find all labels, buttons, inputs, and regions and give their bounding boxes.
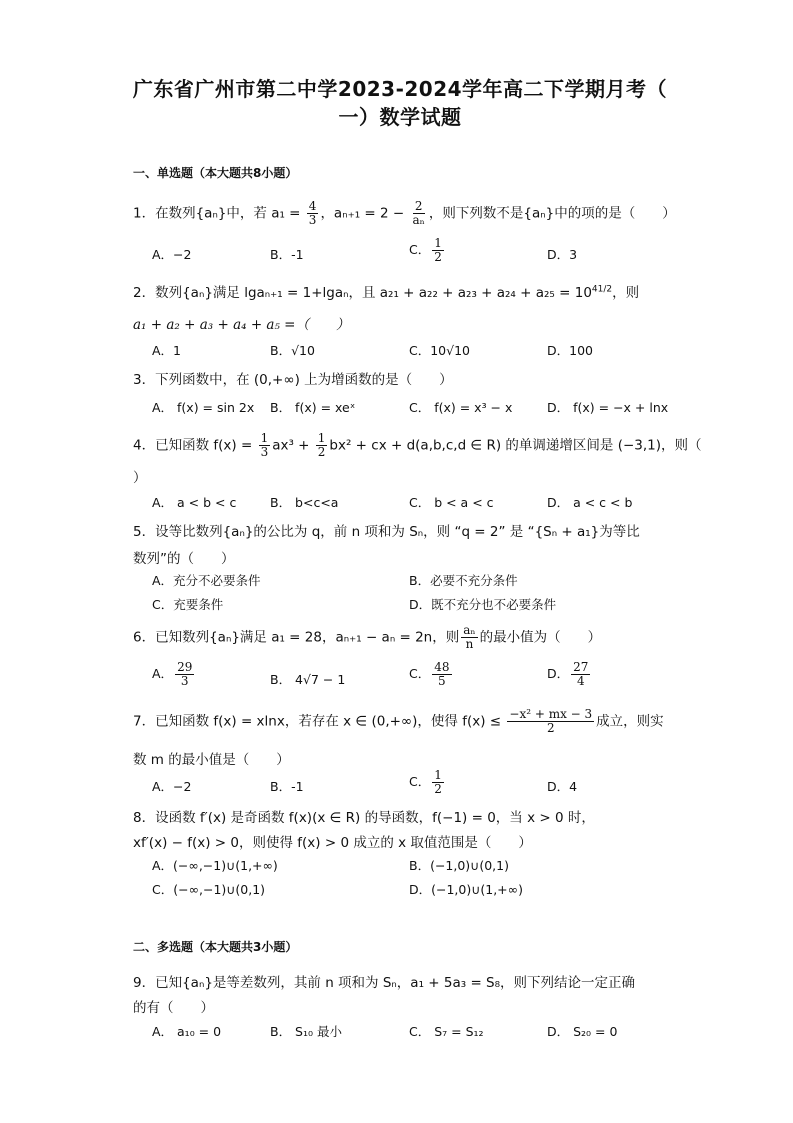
question-5-stem: 5．设等比数列{aₙ}的公比为 q，前 n 项和为 Sₙ，则 “q = 2” 是 “{Sₙ + a₁}为等比 (133, 524, 640, 540)
q2-option-b[interactable]: B．√10 (270, 343, 315, 358)
question-6-stem (133, 624, 601, 651)
question-4-stem-line-2: ） (133, 470, 147, 486)
question-9-stem-line-2: 的有（ ） (133, 1000, 214, 1016)
frac-den: aₙ (412, 213, 425, 227)
question-2-stem-line-2: a₁ + a₂ + a₃ + a₄ + a₅ =（ ） (133, 317, 350, 333)
q3-option-c[interactable]: C． f(x) = x³ − x (409, 400, 513, 415)
q7-option-b[interactable]: B．-1 (270, 779, 304, 794)
frac-den: 3 (308, 213, 317, 227)
q7-option-c[interactable] (409, 769, 446, 796)
q3-option-d[interactable]: D． f(x) = −x + lnx (547, 400, 669, 415)
frac-num: aₙ (463, 623, 476, 637)
frac-num: 48 (434, 660, 450, 674)
q4-option-b[interactable]: B． b<c<a (270, 495, 339, 510)
question-8-stem-line-2: xf′(x) − f(x) > 0，则使得 f(x) > 0 成立的 x 取值范围是（ ） (133, 835, 532, 851)
q5-option-c[interactable]: C．充要条件 (152, 597, 224, 612)
exam-title-line-1: 广东省广州市第二中学2023-2024学年高二下学期月考（ (132, 77, 668, 101)
q7-stem-part-b: 成立，则实 (596, 713, 664, 730)
q2-option-d[interactable]: D．100 (547, 343, 593, 358)
q7-stem-part-a: 7．已知函数 f(x) = xlnx，若存在 x ∈ (0,+∞)，使得 f(x) ≤ (133, 713, 506, 730)
frac-num: 27 (573, 660, 589, 674)
option-label: C． (409, 774, 431, 789)
question-1-stem (133, 200, 676, 227)
q1-option-a[interactable]: A．−2 (152, 247, 192, 262)
q1-stem-part-c: ，则下列数不是{aₙ}中的项的是（ ） (428, 205, 676, 222)
frac-den: 3 (180, 674, 189, 688)
q4-fraction-1-3 (259, 432, 271, 459)
option-label: A． (152, 666, 174, 681)
q7-option-a[interactable]: A．−2 (152, 779, 192, 794)
frac-num: 1 (317, 431, 326, 445)
frac-den: 2 (317, 445, 326, 459)
question-7-stem-line-2: 数 m 的最小值是（ ） (133, 752, 290, 768)
frac-den: 2 (546, 721, 555, 735)
frac-den: 4 (576, 674, 585, 688)
frac-num: 4 (308, 199, 317, 213)
frac-den: n (465, 637, 474, 651)
section-single-choice: 一、单选题（本大题共8小题） (133, 166, 298, 180)
question-2-stem (133, 281, 639, 301)
q4-stem-part-c: bx² + cx + d(a,b,c,d ∈ R) 的单调递增区间是 (−3,1)，则（ (329, 437, 702, 454)
q4-option-d[interactable]: D． a < c < b (547, 495, 633, 510)
q1-option-c[interactable] (409, 237, 446, 264)
option-label: D． (547, 666, 570, 681)
q2-option-c[interactable]: C．10√10 (409, 343, 471, 358)
q5-option-d[interactable]: D．既不充分也不必要条件 (409, 597, 557, 612)
q7-fraction (507, 708, 594, 735)
q2-exponent: 41/2 (591, 284, 613, 295)
frac-num: −x² + mx − 3 (509, 707, 593, 721)
section-multi-choice: 二、多选题（本大题共3小题） (133, 940, 298, 954)
question-8-stem: 8．设函数 f′(x) 是奇函数 f(x)(x ∈ R) 的导函数，f(−1) = 0，当 x > 0 时， (133, 810, 595, 826)
frac-num: 1 (434, 768, 442, 782)
frac-den: 3 (260, 445, 269, 459)
q4-stem-part-a: 4．已知函数 f(x) = (133, 437, 257, 454)
frac-den: 5 (438, 674, 446, 688)
q1-stem-part-b: ，aₙ₊₁ = 2 − (320, 205, 409, 222)
frac-num: 2 (414, 199, 423, 213)
q8-option-c[interactable]: C．(−∞,−1)∪(0,1) (152, 882, 266, 897)
frac-num: 29 (177, 660, 193, 674)
frac-num: 1 (260, 431, 269, 445)
q6-option-d[interactable] (547, 661, 592, 688)
q3-option-b[interactable]: B． f(x) = xeˣ (270, 400, 356, 415)
q4-fraction-1-2 (316, 432, 328, 459)
q6-option-c[interactable] (409, 661, 454, 688)
q9-option-a[interactable]: A． a₁₀ = 0 (152, 1024, 222, 1039)
q3-option-a[interactable]: A． f(x) = sin 2x (152, 400, 255, 415)
q2-stem-part-b: ，则 (612, 285, 640, 301)
q1-option-b[interactable]: B．-1 (270, 247, 304, 262)
question-5-stem-line-2: 数列”的（ ） (133, 551, 235, 567)
q1-fraction-4-3 (307, 200, 319, 227)
q7-option-c-fraction (432, 769, 444, 796)
question-7-stem (133, 708, 664, 735)
q1-fraction-2-an (411, 200, 427, 227)
q6-option-b[interactable]: B． 4√7 − 1 (270, 672, 346, 687)
q5-option-b[interactable]: B．必要不充分条件 (409, 573, 518, 588)
q9-option-c[interactable]: C． S₇ = S₁₂ (409, 1024, 484, 1039)
q7-option-d[interactable]: D．4 (547, 779, 578, 794)
q2-stem-part-a: 2．数列{aₙ}满足 lgaₙ₊₁ = 1+lgaₙ，且 a₂₁ + a₂₂ + a₂₃ + a₂₄ + a₂₅ = 10 (133, 285, 592, 301)
q6-option-a-fraction (175, 661, 194, 688)
q1-stem-part-a: 1．在数列{aₙ}中，若 a₁ = (133, 205, 305, 222)
question-9-stem: 9．已知{aₙ}是等差数列，其前 n 项和为 Sₙ，a₁ + 5a₃ = S₈，则下列结论一定正确 (133, 975, 636, 991)
q6-option-c-fraction (432, 661, 451, 688)
q1-option-c-fraction (432, 237, 444, 264)
q9-option-b[interactable]: B． S₁₀ 最小 (270, 1024, 342, 1039)
q5-option-a[interactable]: A．充分不必要条件 (152, 573, 261, 588)
q4-stem-part-b: ax³ + (272, 437, 314, 454)
q8-option-b[interactable]: B．(−1,0)∪(0,1) (409, 858, 509, 873)
q9-option-d[interactable]: D． S₂₀ = 0 (547, 1024, 618, 1039)
question-4-stem (133, 432, 702, 459)
q4-option-a[interactable]: A． a < b < c (152, 495, 237, 510)
option-label: C． (409, 242, 431, 257)
q6-fraction-an-n (461, 624, 477, 651)
q2-option-a[interactable]: A．1 (152, 343, 182, 358)
q1-option-d[interactable]: D．3 (547, 247, 578, 262)
exam-title-line-2: 一）数学试题 (338, 105, 462, 129)
q6-option-a[interactable] (152, 661, 196, 688)
q8-option-d[interactable]: D．(−1,0)∪(1,+∞) (409, 882, 523, 897)
q6-stem-part-b: 的最小值为（ ） (479, 629, 602, 646)
option-label: C． (409, 666, 431, 681)
frac-num: 1 (434, 236, 442, 250)
q4-option-c[interactable]: C． b < a < c (409, 495, 494, 510)
frac-den: 2 (434, 250, 442, 264)
frac-den: 2 (434, 782, 442, 796)
q6-stem-part-a: 6．已知数列{aₙ}满足 a₁ = 28，aₙ₊₁ − aₙ = 2n，则 (133, 629, 460, 646)
q6-option-d-fraction (571, 661, 590, 688)
question-3-stem: 3．下列函数中，在 (0,+∞) 上为增函数的是（ ） (133, 372, 453, 388)
q8-option-a[interactable]: A．(−∞,−1)∪(1,+∞) (152, 858, 278, 873)
